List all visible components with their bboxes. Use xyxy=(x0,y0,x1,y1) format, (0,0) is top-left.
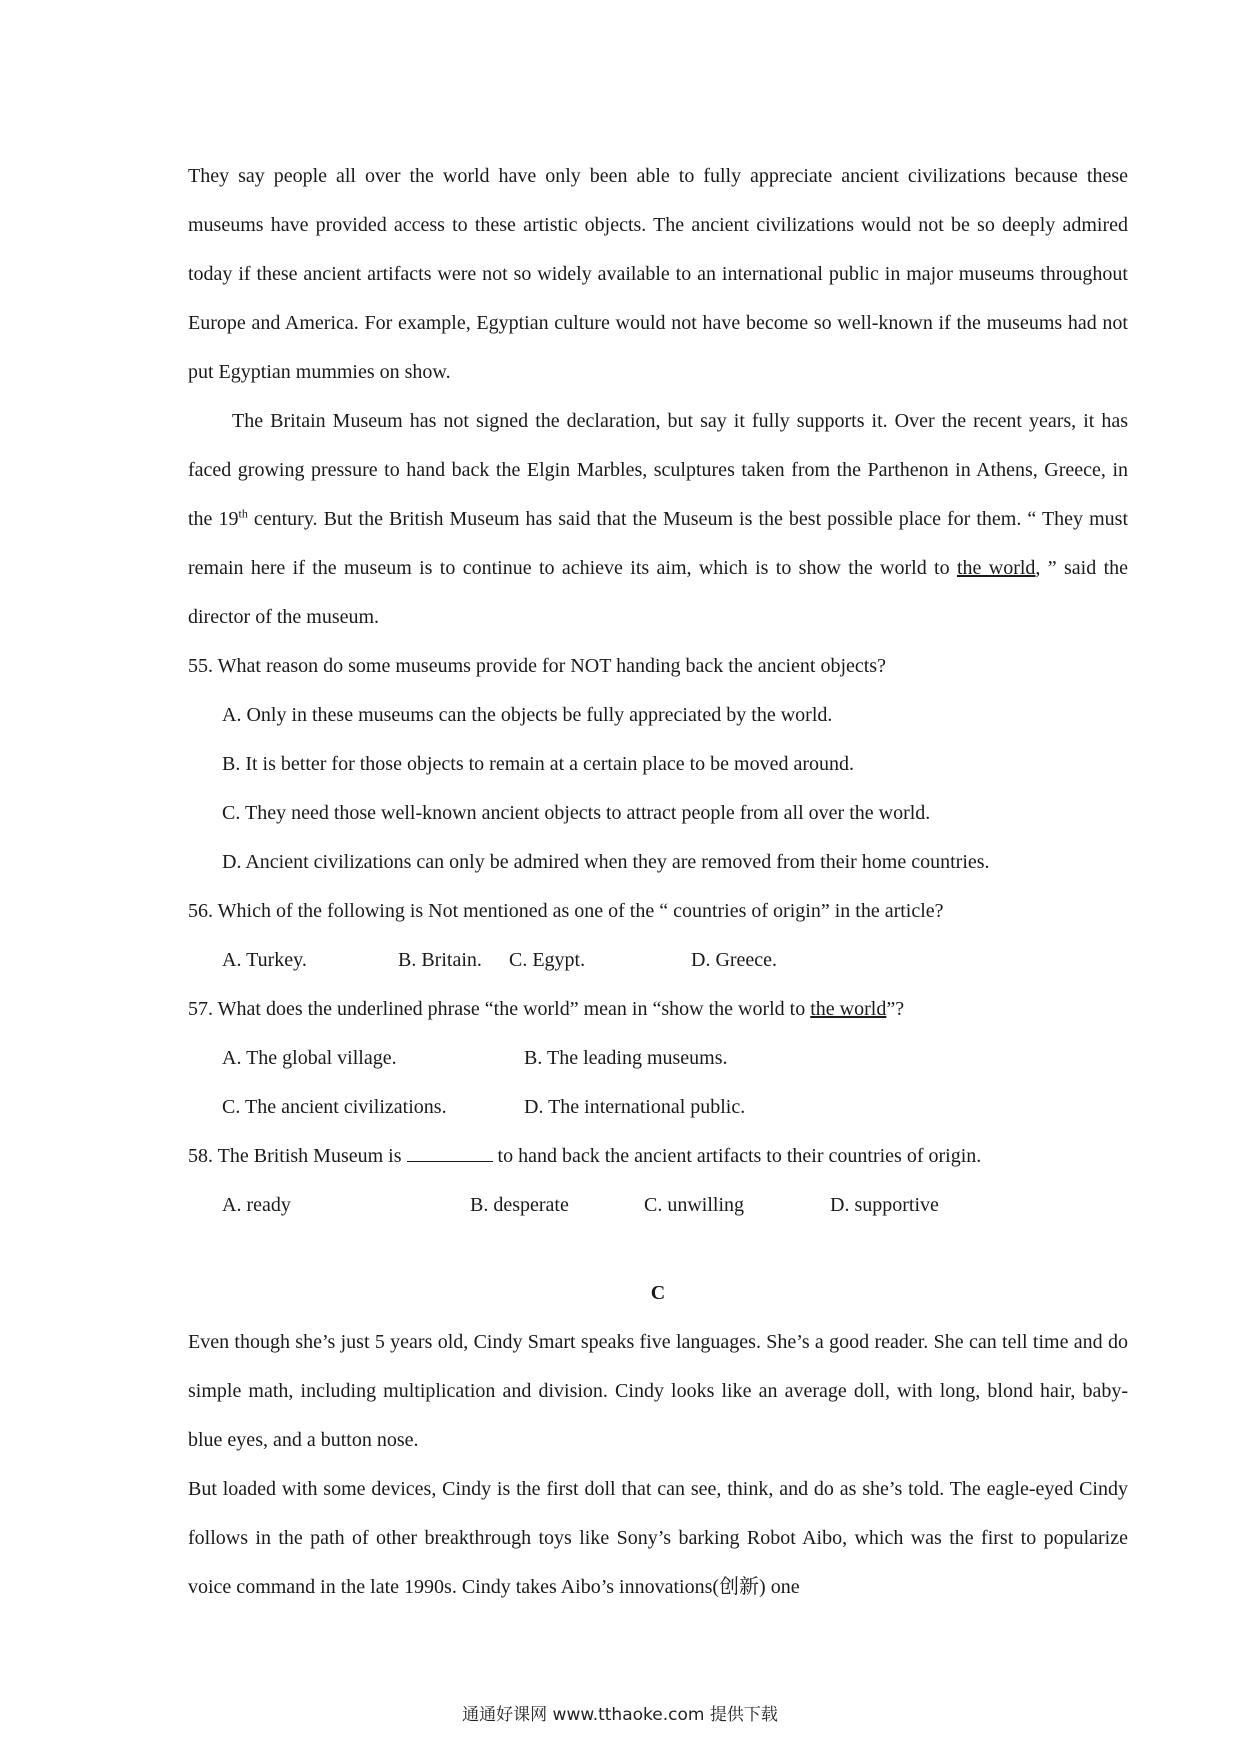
passage-b-paragraph-1: They say people all over the world have only been able to fully appreciate ancient civilizations because these museums have provided access to these artistic objects. The ancient civilizations would not be so deeply admired today if these ancient artifacts were not so widely available to an international public in major museums throughout Europe and America. For example, Egyptian culture would not have become so well-known if the museums had not put Egyptian mummies on show. xyxy=(188,165,1128,383)
question-58-option-c: C. unwilling xyxy=(644,1194,745,1216)
question-57-options-row-2 xyxy=(188,1083,1128,1132)
underlined-phrase: the world xyxy=(956,557,1036,579)
question-55-option-c: C. They need those well-known ancient objects to attract people from all over the world. xyxy=(222,802,931,824)
question-57-stem-text: 57. What does the underlined phrase “the world” mean in “show the world to xyxy=(188,998,811,1020)
page-footer: 通通好课网 www.tthaoke.com 提供下载 xyxy=(462,1705,778,1725)
section-c-label: C xyxy=(650,1282,666,1304)
paragraph-2-text-c: , ” said the director of the museum. xyxy=(188,557,1129,628)
question-57-stem-end: ”? xyxy=(886,998,905,1020)
question-57-option-a: A. The global village. xyxy=(222,1047,397,1069)
question-58-option-d: D. supportive xyxy=(830,1194,939,1216)
question-56-option-b: B. Britain. xyxy=(398,949,482,971)
question-56-option-c: C. Egypt. xyxy=(509,949,586,971)
question-58-stem xyxy=(188,1132,1128,1181)
question-55-option-a: A. Only in these museums can the objects be fully appreciated by the world. xyxy=(222,704,833,726)
question-56-stem: 56. Which of the following is Not mentioned as one of the “ countries of origin” in the article? xyxy=(188,900,944,922)
question-57-underlined: the world xyxy=(810,998,887,1020)
question-58-stem-text: 58. The British Museum is xyxy=(188,1145,407,1167)
question-58-stem-end: to hand back the ancient artifacts to their countries of origin. xyxy=(492,1145,982,1167)
question-55-stem: 55. What reason do some museums provide for NOT handing back the ancient objects? xyxy=(188,655,886,677)
paragraph-2-text-a: The Britain Museum has not signed the declaration, but say it fully supports it. Over the recent years, it has faced growing pressure to hand back the Elgin Marbles, sculptures taken from the Parthenon in Athens, Greece, in the 19 xyxy=(188,410,1128,530)
passage-c-paragraph-2: But loaded with some devices, Cindy is the first doll that can see, think, and do as she’s told. The eagle-eyed Cindy follows in the path of other breakthrough toys like Sony’s barking Robot Aibo, which was the first to popularize voice command in the late 1990s. Cindy takes Aibo’s innovations(创新) one xyxy=(188,1478,1128,1598)
question-57-option-c: C. The ancient civilizations. xyxy=(222,1096,447,1118)
question-57-stem xyxy=(188,985,1128,1034)
question-55-option-d: D. Ancient civilizations can only be admired when they are removed from their home countries. xyxy=(222,851,990,873)
passage-c-paragraph-1: Even though she’s just 5 years old, Cindy Smart speaks five languages. She’s a good reader. She can tell time and do simple math, including multiplication and division. Cindy looks like an average doll, with long, blond hair, baby-blue eyes, and a button nose. xyxy=(188,1331,1128,1451)
question-57-options-row-1 xyxy=(188,1034,1128,1083)
paragraph-2-text-b: century. But the British Museum has said that the Museum is the best possible place for them. “ They must remain here if the museum is to continue to achieve its aim, which is to show the world to xyxy=(188,508,1128,579)
question-58-options xyxy=(188,1181,1128,1230)
question-58-option-a: A. ready xyxy=(222,1194,291,1216)
question-57-option-d: D. The international public. xyxy=(524,1096,746,1118)
question-56-option-a: A. Turkey. xyxy=(222,949,307,971)
question-56-options xyxy=(188,936,1128,985)
question-55-option-b: B. It is better for those objects to remain at a certain place to be moved around. xyxy=(222,753,855,775)
passage-b-paragraph-2 xyxy=(188,397,1128,642)
page-content xyxy=(188,152,1128,1612)
answer-blank xyxy=(407,1143,493,1162)
question-56-option-d: D. Greece. xyxy=(691,949,778,971)
superscript-th: th xyxy=(238,506,248,521)
question-57-option-b: B. The leading museums. xyxy=(524,1047,728,1069)
question-58-option-b: B. desperate xyxy=(470,1194,569,1216)
